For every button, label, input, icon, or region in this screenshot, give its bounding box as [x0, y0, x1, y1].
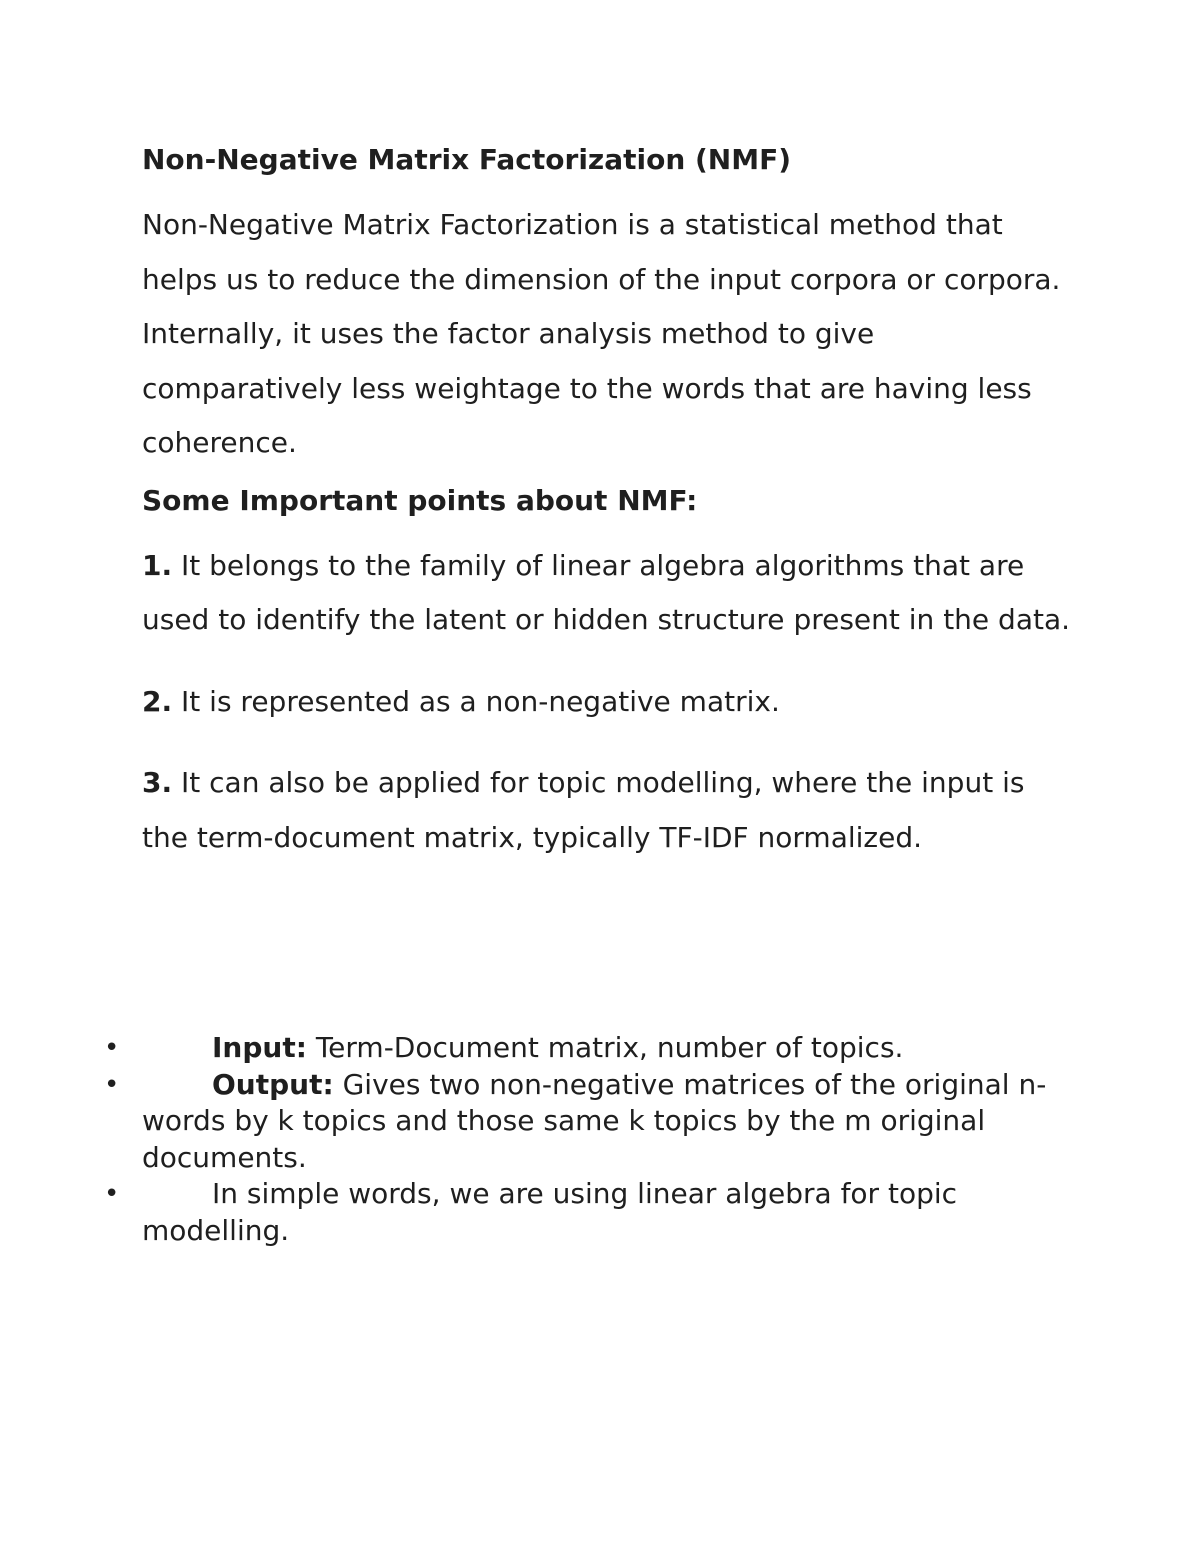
intro-paragraph: Non-Negative Matrix Factorization is a statistical method that helps us to reduce the dimension of the input corpora or corpora. Internally, it uses the factor analysis method to give comparatively less weightage to the words that are having less coherence. [142, 208, 1061, 459]
bullet-item-input [0, 1030, 1072, 1067]
bullet-list [0, 1030, 1200, 1249]
numbered-point-2 [142, 675, 1072, 730]
point-text: It belongs to the family of linear algebra algorithms that are used to identify the latent or hidden structure present in the data. [142, 548, 1071, 636]
bullet-text: Term-Document matrix, number of topics. [306, 1031, 904, 1064]
bullet-text: In simple words, we are using linear algebra for topic modelling. [142, 1177, 958, 1247]
point-number: 1. [142, 548, 173, 582]
bullet-label: Input: [212, 1031, 307, 1064]
bullet-dot-icon: • [104, 1069, 120, 1100]
bullet-text: Gives two non-negative matrices of the original n-words by k topics and those same k topics by the m original documents. [142, 1067, 1047, 1174]
point-text: It can also be applied for topic modelling, where the input is the term-document matrix, typically TF-IDF normalized. [142, 766, 1025, 854]
point-text: It is represented as a non-negative matrix. [172, 684, 780, 718]
bullet-dot-icon: • [104, 1179, 120, 1209]
point-number: 3. [142, 766, 173, 799]
numbered-point-3 [142, 756, 1072, 865]
point-number: 2. [142, 684, 173, 718]
bullet-item-output [0, 1067, 1072, 1177]
bullet-label: Output: [212, 1067, 334, 1101]
document-content [142, 138, 1072, 892]
bullet-item-summary [0, 1176, 1072, 1249]
numbered-point-1 [142, 539, 1072, 648]
bullet-dot-icon: • [104, 1033, 120, 1063]
page-title: Non-Negative Matrix Factorization (NMF) [142, 143, 792, 176]
section-heading: Some Important points about NMF: [142, 483, 698, 517]
